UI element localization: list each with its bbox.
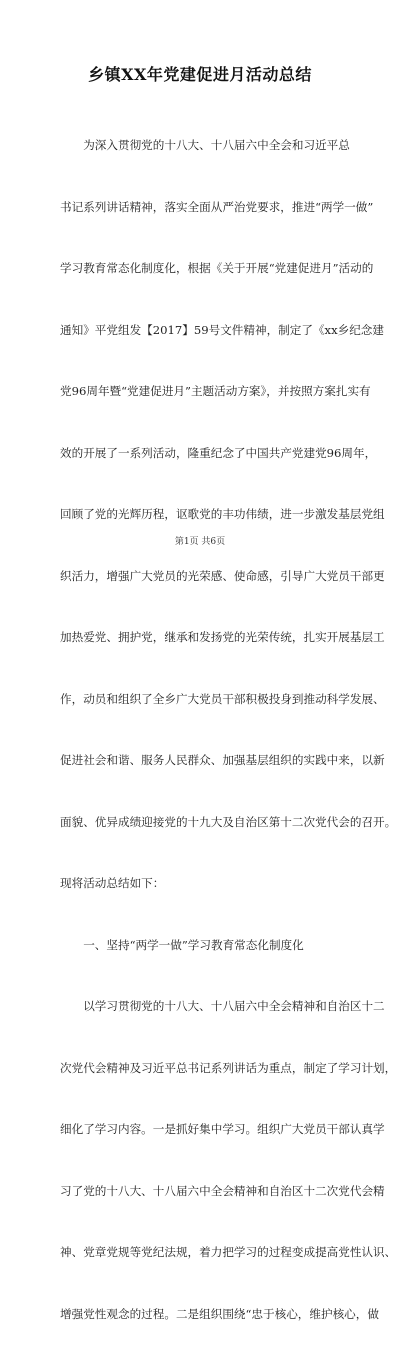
body-line: 回顾了党的光辉历程，讴歌党的丰功伟绩，进一步激发基层党组: [60, 507, 385, 521]
body-line: 增强党性观念的过程。二是组织围绕“忠于核心，维护核心，做: [60, 1306, 379, 1321]
body-line: 现将活动总结如下：: [60, 876, 165, 890]
body-line: 书记系列讲话精神，落实全面从严治党要求，推进“两学一做”: [60, 199, 374, 214]
body-line: 加热爱党、拥护党，继承和发扬党的光荣传统，扎实开展基层工: [60, 630, 385, 644]
body-line: 织活力，增强广大党员的光荣感、使命感，引导广大党员干部更: [60, 568, 385, 583]
document-body: [60, 94, 397, 1365]
body-line: 学习教育常态化制度化，根据《关于开展“党建促进月”活动的: [60, 261, 374, 275]
body-line: 次党代会精神及习近平总书记系列讲话为重点，制定了学习计划，: [60, 1060, 397, 1075]
body-line: 通知》平党组发【2017】59号文件精神，制定了《xx乡纪念建: [60, 322, 384, 337]
body-line: 作，动员和组织了全乡广大党员干部积极投身到推动科学发展、: [60, 691, 385, 706]
document-title: 乡镇XX年党建促进月活动总结: [88, 65, 312, 84]
body-line: 细化了学习内容。一是抓好集中学习。组织广大党员干部认真学: [60, 1122, 385, 1136]
body-line: 面貌、优异成绩迎接党的十九大及自治区第十二次党代会的召开。: [60, 814, 397, 829]
body-line: 促进社会和谐、服务人民群众、加强基层组织的实践中来，以新: [60, 753, 385, 767]
body-line: 以学习贯彻党的十八大、十八届六中全会精神和自治区十二: [60, 999, 385, 1013]
body-line: 习了党的十八大、十八届六中全会精神和自治区十二次党代会精: [60, 1183, 385, 1198]
body-line: 神、党章党规等党纪法规，着力把学习的过程变成提高党性认识、: [60, 1245, 397, 1259]
body-line: 为深入贯彻党的十八大、十八届六中全会和习近平总: [60, 138, 350, 152]
body-line: 党96周年暨“党建促进月”主题活动方案》，并按照方案扎实有: [60, 384, 371, 398]
body-line: 效的开展了一系列活动，隆重纪念了中国共产党建党96周年，: [60, 445, 377, 460]
section-heading: 一、坚持“两学一做”学习教育常态化制度化: [60, 937, 304, 952]
page-number: 第1页 共6页: [174, 537, 226, 547]
